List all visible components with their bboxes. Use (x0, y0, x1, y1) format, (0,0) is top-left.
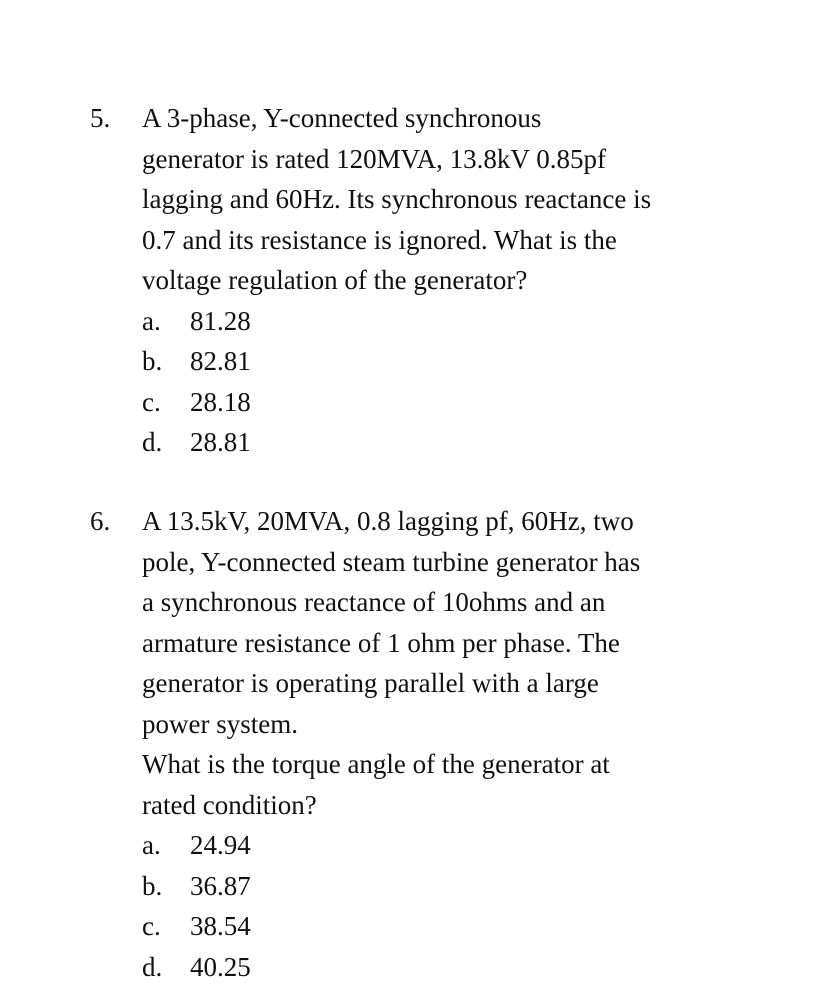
option-b (142, 866, 770, 907)
option-d (142, 947, 770, 988)
question-text-line: A 3-phase, Y-connected synchronous (142, 103, 542, 133)
option-value: 36.87 (190, 870, 251, 901)
option-value: 24.94 (190, 830, 251, 860)
question-body (142, 501, 770, 987)
option-value: 38.54 (190, 911, 251, 941)
question-number: 6. (90, 506, 111, 536)
option-letter: b. (142, 346, 163, 376)
option-letter: a. (142, 830, 161, 860)
option-value: 40.25 (190, 951, 251, 982)
option-b (142, 341, 770, 382)
answer-options (142, 301, 770, 463)
question-text-line: A 13.5kV, 20MVA, 0.8 lagging pf, 60Hz, two (142, 506, 634, 536)
option-letter: b. (142, 870, 163, 901)
option-value: 28.18 (190, 386, 251, 417)
option-d (142, 422, 770, 463)
question-text-line: generator is operating parallel with a large (142, 668, 599, 698)
question-6 (90, 501, 770, 987)
answer-options (142, 825, 770, 987)
option-letter: d. (142, 951, 163, 982)
question-body (142, 98, 770, 463)
option-a (142, 301, 770, 342)
option-c (142, 382, 770, 423)
question-text-line: 0.7 and its resistance is ignored. What is the (142, 224, 617, 255)
option-c (142, 906, 770, 947)
option-value: 28.81 (190, 427, 251, 457)
question-text-line: What is the torque angle of the generator at (142, 749, 610, 779)
question-text-line: armature resistance of 1 ohm per phase. The (142, 627, 620, 658)
question-text-line: rated condition? (142, 789, 317, 820)
question-text-line: a synchronous reactance of 10ohms and an (142, 587, 606, 617)
question-5 (90, 98, 770, 463)
question-text-line: voltage regulation of the generator? (142, 265, 528, 295)
question-text-line: generator is rated 120MVA, 13.8kV 0.85pf (142, 143, 606, 174)
question-number: 5. (90, 103, 111, 133)
option-letter: d. (142, 427, 163, 457)
option-value: 81.28 (190, 305, 251, 336)
option-letter: c. (142, 911, 161, 941)
question-text-line: pole, Y-connected steam turbine generator has (142, 546, 641, 577)
option-value: 82.81 (190, 346, 251, 376)
option-letter: a. (142, 305, 161, 336)
option-a (142, 825, 770, 866)
option-letter: c. (142, 386, 161, 417)
question-text-line: lagging and 60Hz. Its synchronous reactance is (142, 184, 652, 214)
question-text-line: power system. (142, 708, 298, 739)
